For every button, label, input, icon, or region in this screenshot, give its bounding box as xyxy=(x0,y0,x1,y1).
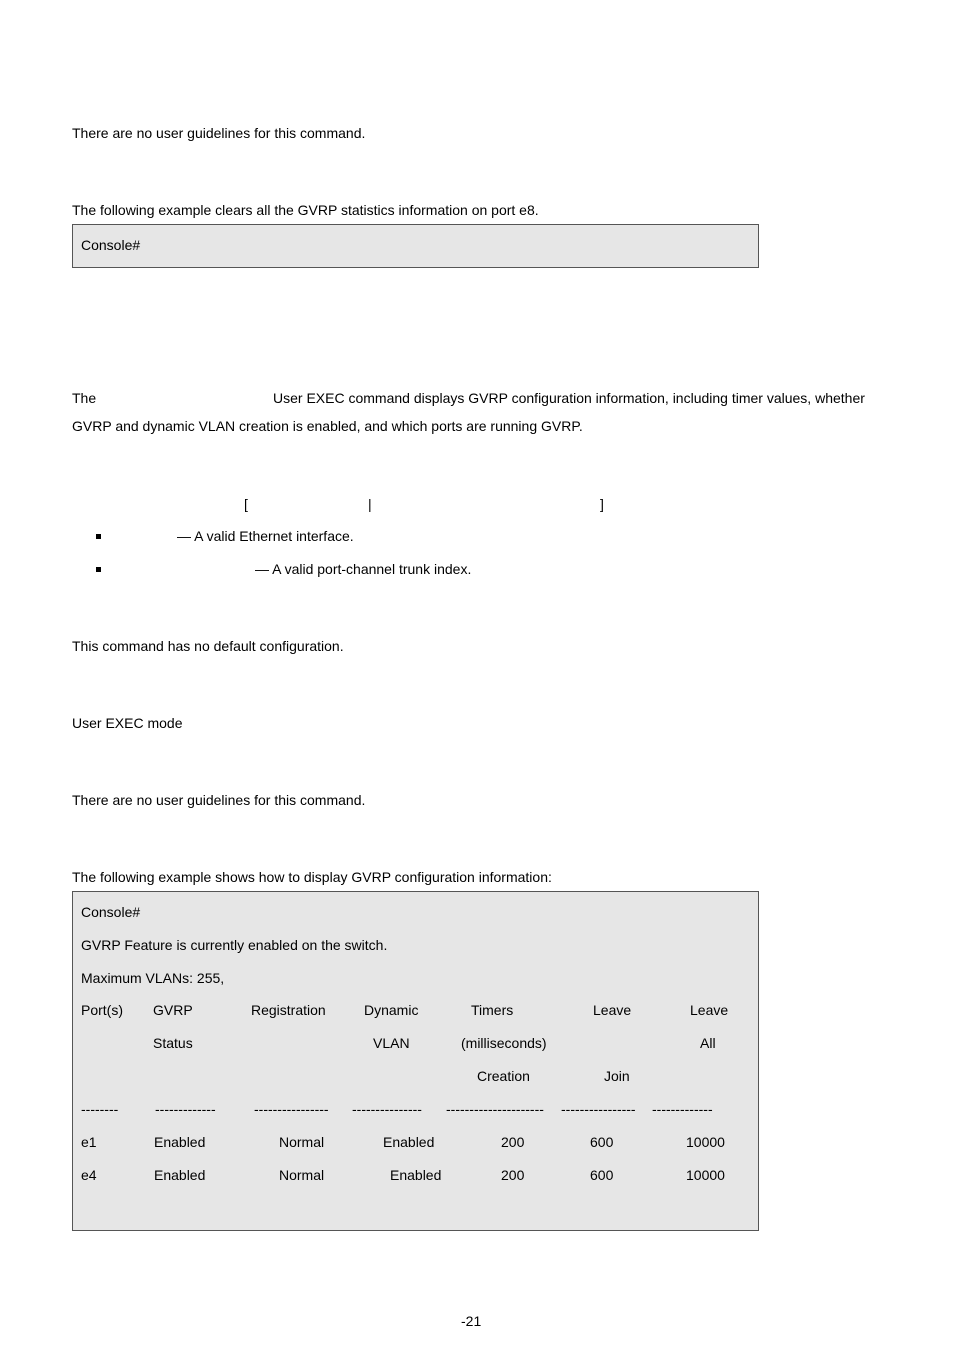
description-end: User EXEC command displays GVRP configuration information, including timer values, whether xyxy=(273,390,865,406)
console-prompt-2: Console# xyxy=(81,904,141,920)
example-intro-2: The following example shows how to display GVRP configuration information: xyxy=(72,869,552,885)
table-cell-dynamic: Enabled xyxy=(383,1134,435,1150)
syntax-open-bracket: [ xyxy=(244,496,248,512)
table-cell-timers: 200 xyxy=(501,1134,525,1150)
header-leave-all: Leave xyxy=(690,1002,729,1018)
table-cell-registration: Normal xyxy=(279,1167,325,1183)
table-cell-leave-all: 10000 xyxy=(686,1167,725,1183)
separator: ------------- xyxy=(155,1101,216,1117)
table-cell-registration: Normal xyxy=(279,1134,325,1150)
console-box-1 xyxy=(72,224,759,268)
separator: -------- xyxy=(81,1101,119,1117)
example-intro-1: The following example clears all the GVRP statistics information on port e8. xyxy=(72,202,539,218)
table-cell-leave-join: 600 xyxy=(590,1167,614,1183)
table-cell-status: Enabled xyxy=(154,1167,206,1183)
table-cell-dynamic: Enabled xyxy=(390,1167,442,1183)
table-cell-port: e1 xyxy=(81,1134,97,1150)
separator: --------------------- xyxy=(446,1101,544,1117)
header-milliseconds: (milliseconds) xyxy=(461,1035,547,1051)
header-registration: Registration xyxy=(251,1002,326,1018)
header-timers: Timers xyxy=(471,1002,514,1018)
console-line-max-vlans: Maximum VLANs: 255, xyxy=(81,970,225,986)
table-cell-port: e4 xyxy=(81,1167,97,1183)
table-cell-leave-all: 10000 xyxy=(686,1134,725,1150)
guidelines-text-1: There are no user guidelines for this command. xyxy=(72,125,366,141)
header-ports: Port(s) xyxy=(81,1002,123,1018)
separator: ------------- xyxy=(652,1101,713,1117)
description-start: The xyxy=(72,390,97,406)
table-cell-leave-join: 600 xyxy=(590,1134,614,1150)
guidelines-text-2: There are no user guidelines for this command. xyxy=(72,792,366,808)
separator: ---------------- xyxy=(254,1101,329,1117)
header-creation: Creation xyxy=(477,1068,530,1084)
command-mode-text: User EXEC mode xyxy=(72,715,183,731)
param-desc-port-channel: — A valid port-channel trunk index. xyxy=(255,561,472,577)
separator: ---------------- xyxy=(561,1101,636,1117)
bullet-icon xyxy=(96,534,101,539)
page-number: -21 xyxy=(461,1313,482,1329)
default-config-text: This command has no default configuration. xyxy=(72,638,344,654)
header-vlan: VLAN xyxy=(373,1035,410,1051)
table-cell-timers: 200 xyxy=(501,1167,525,1183)
header-gvrp: GVRP xyxy=(153,1002,193,1018)
header-dynamic: Dynamic xyxy=(364,1002,419,1018)
separator: --------------- xyxy=(352,1101,422,1117)
header-leave: Leave xyxy=(593,1002,632,1018)
header-all: All xyxy=(700,1035,716,1051)
console-prompt-1: Console# xyxy=(81,237,141,253)
console-line-feature: GVRP Feature is currently enabled on the switch. xyxy=(81,937,388,953)
header-status: Status xyxy=(153,1035,193,1051)
syntax-pipe: | xyxy=(368,496,372,512)
console-box-2 xyxy=(72,891,759,1231)
syntax-close-bracket: ] xyxy=(600,496,604,512)
table-cell-status: Enabled xyxy=(154,1134,206,1150)
header-join: Join xyxy=(604,1068,630,1084)
bullet-icon xyxy=(96,567,101,572)
param-desc-ethernet: — A valid Ethernet interface. xyxy=(177,528,354,544)
description-line-2: GVRP and dynamic VLAN creation is enabled, and which ports are running GVRP. xyxy=(72,418,583,434)
